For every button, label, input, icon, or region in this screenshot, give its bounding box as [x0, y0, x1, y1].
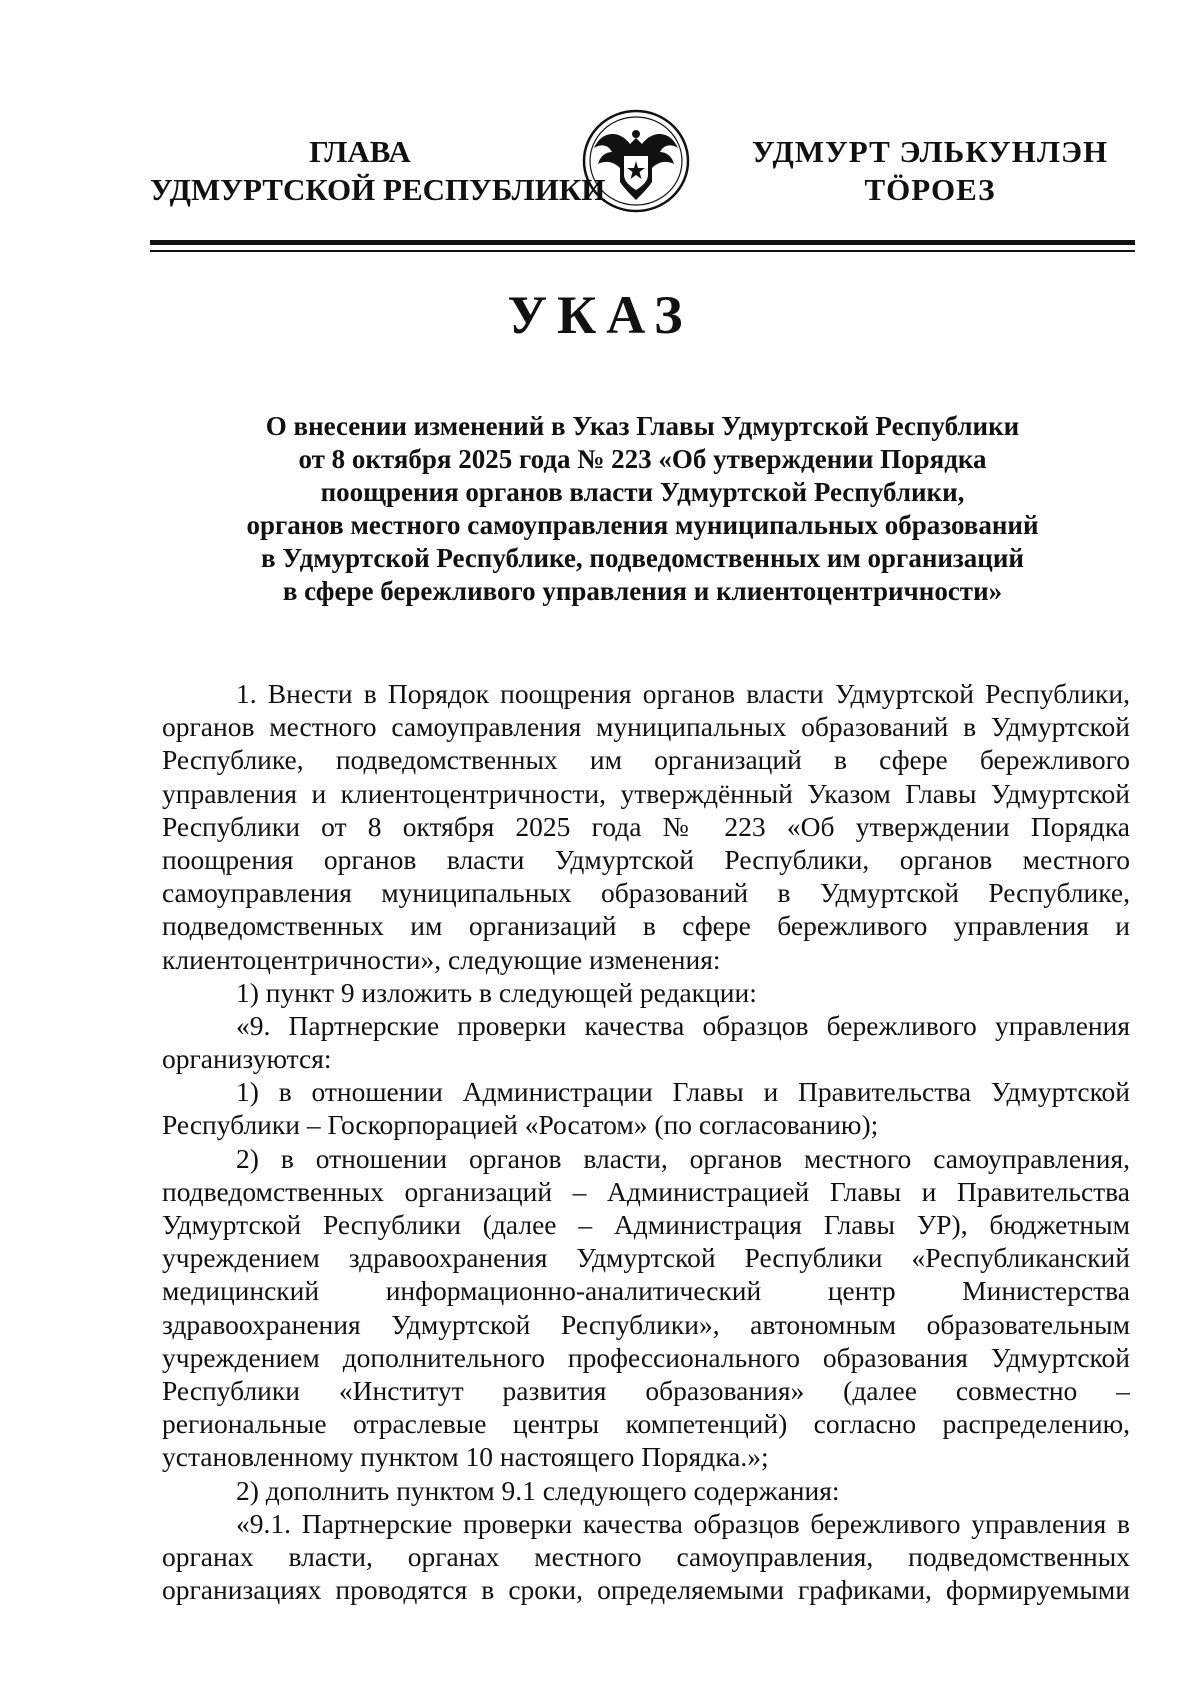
title-line: поощрения органов власти Удмуртской Республики, — [320, 477, 965, 507]
body-line: организациях проводятся в сроки, определяемыми графиками, формируемыми — [162, 1574, 1130, 1606]
body-line: поощрения органов власти Удмуртской Республики, органов местного — [162, 843, 1130, 875]
body-line: 2) дополнить пунктом 9.1 следующего содержания: — [236, 1474, 840, 1506]
title-line: в сфере бережливого управления и клиентоцентричности» — [282, 576, 1003, 606]
body-line: Республики «Институт развития образования» (далее совместно – — [162, 1374, 1130, 1406]
body-line: медицинский информационно-аналитический центр Министерства — [162, 1275, 1130, 1307]
header-divider-thin — [150, 250, 1135, 252]
issuer-line: ГЛАВА — [309, 134, 411, 169]
body-line: учреждением дополнительного профессионального образования Удмуртской — [162, 1341, 1130, 1373]
issuer-line: ТӦРОЕЗ — [864, 172, 996, 207]
body-line: Удмуртской Республики (далее – Администрация Главы УР), бюджетным — [162, 1209, 1130, 1240]
body-line: Республики от 8 октября 2025 года № 223 «Об утверждении Порядка — [162, 810, 1130, 842]
body-line: 1. Внести в Порядок поощрения органов власти Удмуртской Республики, — [236, 678, 1130, 709]
header-divider-thick — [150, 240, 1135, 245]
body-line: Республике, подведомственных им организаций в сфере бережливого — [162, 744, 1130, 776]
body-line: организуются: — [162, 1043, 332, 1075]
body-line: «9.1. Партнерские проверки качества образцов бережливого управления в — [236, 1507, 1130, 1539]
body-line: органах власти, органах местного самоуправления, подведомственных — [162, 1540, 1130, 1572]
title-line: от 8 октября 2025 года № 223 «Об утверждении Порядка — [298, 444, 987, 474]
issuer-line: УДМУРТ ЭЛЬКУНЛЭН — [751, 134, 1109, 169]
body-line: 1) в отношении Администрации Главы и Правительства Удмуртской — [236, 1076, 1130, 1108]
body-line: 2) в отношении органов власти, органов местного самоуправления, — [236, 1142, 1130, 1174]
body-line: подведомственных организаций – Администрацией Главы и Правительства — [162, 1175, 1130, 1207]
body-line: клиентоцентричности», следующие изменения: — [162, 943, 721, 975]
body-line: органов местного самоуправления муниципальных образований в Удмуртской — [162, 711, 1130, 743]
document-body — [162, 677, 1130, 1606]
issuer-name-russian — [150, 133, 606, 209]
udmurt-coat-of-arms-icon — [580, 108, 692, 214]
body-line: «9. Партнерские проверки качества образцов бережливого управления — [236, 1009, 1130, 1041]
issuer-line: УДМУРТСКОЙ РЕСПУБЛИКИ — [150, 172, 606, 207]
title-line: в Удмуртской Республике, подведомственных им организаций — [261, 543, 1024, 573]
body-line: 1) пункт 9 изложить в следующей редакции: — [236, 976, 757, 1008]
document-header — [0, 0, 1200, 250]
title-line: О внесении изменений в Указ Главы Удмуртской Республики — [265, 411, 1020, 441]
document-title — [150, 410, 1135, 608]
issuer-name-udmurt — [740, 133, 1120, 209]
body-line: учреждением здравоохранения Удмуртской Республики «Республиканский — [162, 1242, 1130, 1274]
body-line: установленному пунктом 10 настоящего Порядка.»; — [162, 1441, 769, 1473]
body-line: здравоохранения Удмуртской Республики», автономным образовательным — [162, 1308, 1130, 1340]
body-line: управления и клиентоцентричности, утверждённый Указом Главы Удмуртской — [162, 777, 1130, 809]
body-line: Республики – Госкорпорацией «Росатом» (по согласованию); — [162, 1109, 879, 1141]
body-line: самоуправления муниципальных образований в Удмуртской Республике, — [162, 877, 1130, 909]
body-line: региональные отраслевые центры компетенций) согласно распределению, — [162, 1408, 1130, 1440]
document-type: УКАЗ — [507, 285, 693, 345]
title-line: органов местного самоуправления муниципальных образований — [246, 510, 1039, 540]
body-line: подведомственных им организаций в сфере бережливого управления и — [162, 910, 1130, 942]
